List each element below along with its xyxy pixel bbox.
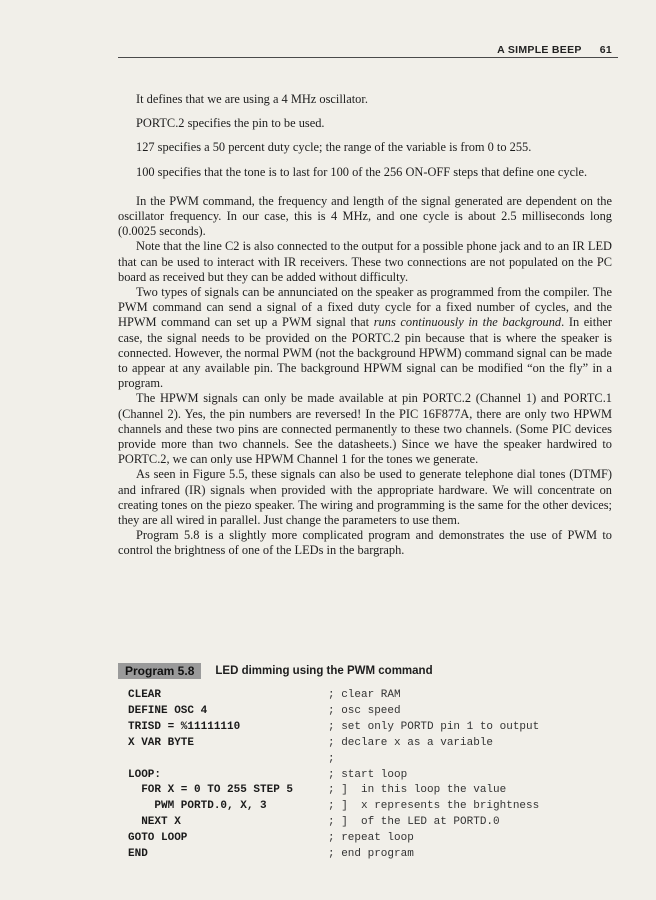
paragraph-text: . In either case, the signal needs to be provided on the PORTC.2 pin because that is where the speaker is connected. However, the normal PWM (not the background HPWM) command signal can be made to appear at any available pin. The background HPWM signal can be modified “on the fly” in a program. (118, 315, 613, 391)
code-comment: ; ] x represents the brightness (328, 800, 540, 813)
paragraph (118, 285, 612, 391)
code-line (128, 783, 608, 799)
paragraph: In the PWM command, the frequency and length of the signal generated are dependent on the oscillator frequency. In our case, this is 4 MHz, and one cycle is about 2.5 milliseconds long (0.0025 seconds). (118, 193, 612, 239)
paragraph: Program 5.8 is a slightly more complicated program and demonstrates the use of PWM to control the brightness of one of the LEDs in the bargraph. (118, 528, 612, 558)
program-label: Program 5.8 (118, 663, 201, 679)
body-text (118, 92, 612, 559)
code-text: LOOP: (128, 768, 162, 781)
program-title: LED dimming using the PWM command (215, 664, 433, 677)
list-item: 100 specifies that the tone is to last for 100 of the 256 ON-OFF steps that define one cycle. (136, 164, 588, 179)
code-comment: ; ] of the LED at PORTD.0 (328, 816, 500, 829)
code-line (128, 799, 608, 815)
code-text: END (128, 848, 148, 861)
code-text: CLEAR (128, 689, 162, 701)
program-caption (118, 662, 433, 679)
code-line (128, 847, 608, 863)
code-text: X VAR BYTE (128, 736, 195, 749)
code-text (128, 752, 328, 768)
code-comment: ; clear RAM (328, 689, 401, 701)
code-line (128, 688, 608, 704)
code-line (128, 768, 608, 784)
paragraph-text: Two types of signals can be annunciated on the speaker as programmed from the compiler. The PWM command can send a signal of a fixed duty cycle for a fixed number of cycles, and the HPWM command can set up a PWM signal that (118, 285, 612, 330)
code-comment: ; repeat loop (328, 832, 414, 845)
header-rule (118, 57, 618, 58)
list-item: It defines that we are using a 4 MHz oscillator. (136, 92, 368, 106)
paragraph: The HPWM signals can only be made available at pin PORTC.2 (Channel 1) and PORTC.1 (Channel 2). Yes, the pin numbers are reversed! In the PIC 16F877A, there are only two HPWM channels and these two pins are connected permanently to these two channels. (Some PIC devices provide more than two channels. See the datasheets.) Since we have the speaker hardwired to PORTC.2, we can only use HPWM Channel 1 for the tones we generate. (118, 391, 612, 467)
paragraph: Note that the line C2 is also connected to the output for a possible phone jack and to an IR LED that can be used to interact with IR receivers. These two connections are not populated on the PC board as received but they can be added without difficulty. (118, 239, 612, 284)
code-line (128, 815, 608, 831)
code-comment: ; (328, 752, 335, 765)
page-number: 61 (599, 44, 612, 56)
code-line (128, 720, 608, 736)
code-line (128, 831, 608, 847)
code-text: FOR X = 0 TO 255 STEP 5 (128, 784, 294, 797)
code-comment: ; start loop (328, 768, 408, 781)
code-comment: ; end program (328, 848, 414, 861)
code-text: DEFINE OSC 4 (128, 704, 208, 717)
code-comment: ; ] in this loop the value (328, 784, 507, 797)
running-head (497, 44, 612, 56)
code-comment: ; set only PORTD pin 1 to output (328, 720, 540, 733)
code-listing (128, 688, 608, 863)
code-line (128, 736, 608, 752)
code-comment: ; osc speed (328, 704, 401, 717)
code-text: NEXT X (128, 816, 181, 829)
code-line (128, 752, 608, 768)
code-text: TRISD = %11111110 (128, 720, 241, 733)
code-text: PWM PORTD.0, X, 3 (128, 800, 267, 813)
code-line (128, 704, 608, 720)
list-item: PORTC.2 specifies the pin to be used. (136, 116, 325, 131)
code-text: GOTO LOOP (128, 832, 188, 845)
running-head-title: A SIMPLE BEEP (497, 44, 582, 56)
paragraph: As seen in Figure 5.5, these signals can also be used to generate telephone dial tones (DTMF) and infrared (IR) signals when provided with the appropriate hardware. We will concentrate on creating tones on the piezo speaker. The wiring and programming is the same for the other devices; they are all wired in parallel. Just change the parameters to use them. (118, 467, 612, 528)
list-item: 127 specifies a 50 percent duty cycle; the range of the variable is from 0 to 255. (136, 140, 532, 155)
emphasis: runs continuously in the background (373, 315, 562, 330)
code-comment: ; declare x as a variable (328, 736, 494, 749)
